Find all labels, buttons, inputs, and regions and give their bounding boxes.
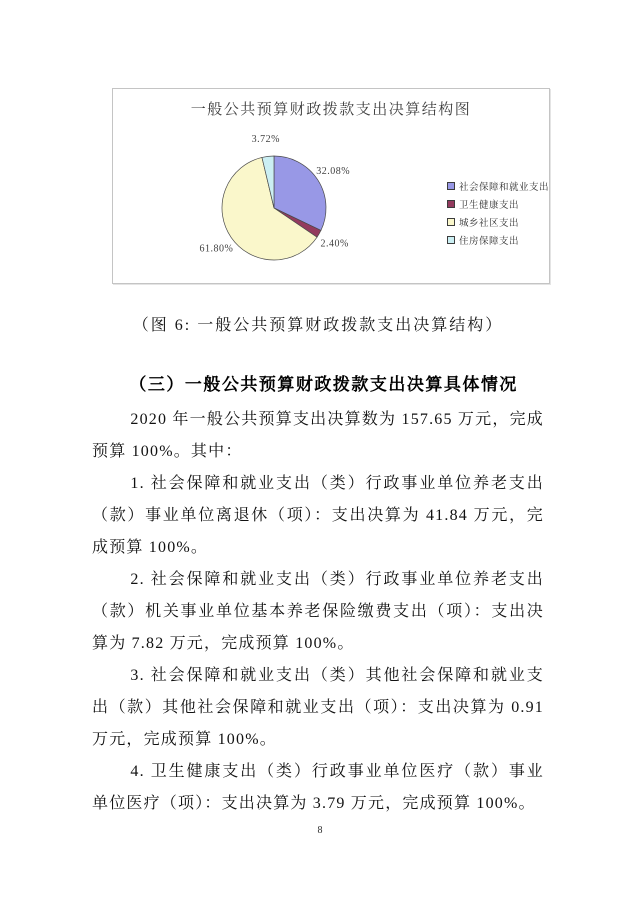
- page-number: 8: [317, 825, 323, 836]
- pie-value-label: 3.72%: [251, 134, 280, 145]
- figure-caption: （图 6: 一般公共预算财政拨款支出决算结构）: [132, 317, 504, 334]
- chart-frame: [112, 88, 550, 284]
- legend-swatch-icon: [447, 218, 455, 226]
- legend-label: 住房保障支出: [459, 237, 520, 247]
- legend-swatch-icon: [447, 236, 455, 244]
- chart-title: 一般公共预算财政拨款支出决算结构图: [190, 102, 472, 118]
- section-heading: （三）一般公共预算财政拨款支出决算具体情况: [129, 375, 518, 394]
- legend-item: [447, 179, 549, 193]
- legend-item: [447, 233, 549, 247]
- legend-label: 卫生健康支出: [459, 201, 520, 211]
- legend-swatch-icon: [447, 182, 455, 190]
- legend-item: [447, 197, 549, 211]
- legend-label: 社会保障和就业支出: [459, 183, 550, 193]
- body-text: [92, 404, 544, 820]
- body-paragraph: 2020 年一般公共预算支出决算数为 157.65 万元，完成预算 100%。其中：: [92, 411, 544, 460]
- chart-legend: [447, 179, 549, 247]
- body-paragraph: 1. 社会保障和就业支出（类）行政事业单位养老支出（款）事业单位离退休（项）：支出决算为 41.84 万元，完成预算 100%。: [92, 475, 544, 556]
- pie-value-label: 32.08%: [316, 166, 351, 178]
- pie-value-label: 2.40%: [320, 238, 349, 250]
- body-paragraph: 2. 社会保障和就业支出（类）行政事业单位养老支出（款）机关事业单位基本养老保险缴费支出（项）：支出决算为 7.82 万元，完成预算 100%。: [92, 571, 544, 652]
- legend-swatch-icon: [447, 200, 455, 208]
- pie-value-label: 61.80%: [199, 243, 234, 255]
- body-paragraph: 3. 社会保障和就业支出（类）其他社会保障和就业支出（款）其他社会保障和就业支出（项）：支出决算为 0.91 万元，完成预算 100%。: [92, 667, 544, 748]
- legend-item: [447, 215, 549, 229]
- body-paragraph: 4. 卫生健康支出（类）行政事业单位医疗（款）事业单位医疗（项）：支出决算为 3.79 万元，完成预算 100%。: [92, 763, 544, 812]
- legend-label: 城乡社区支出: [459, 219, 520, 229]
